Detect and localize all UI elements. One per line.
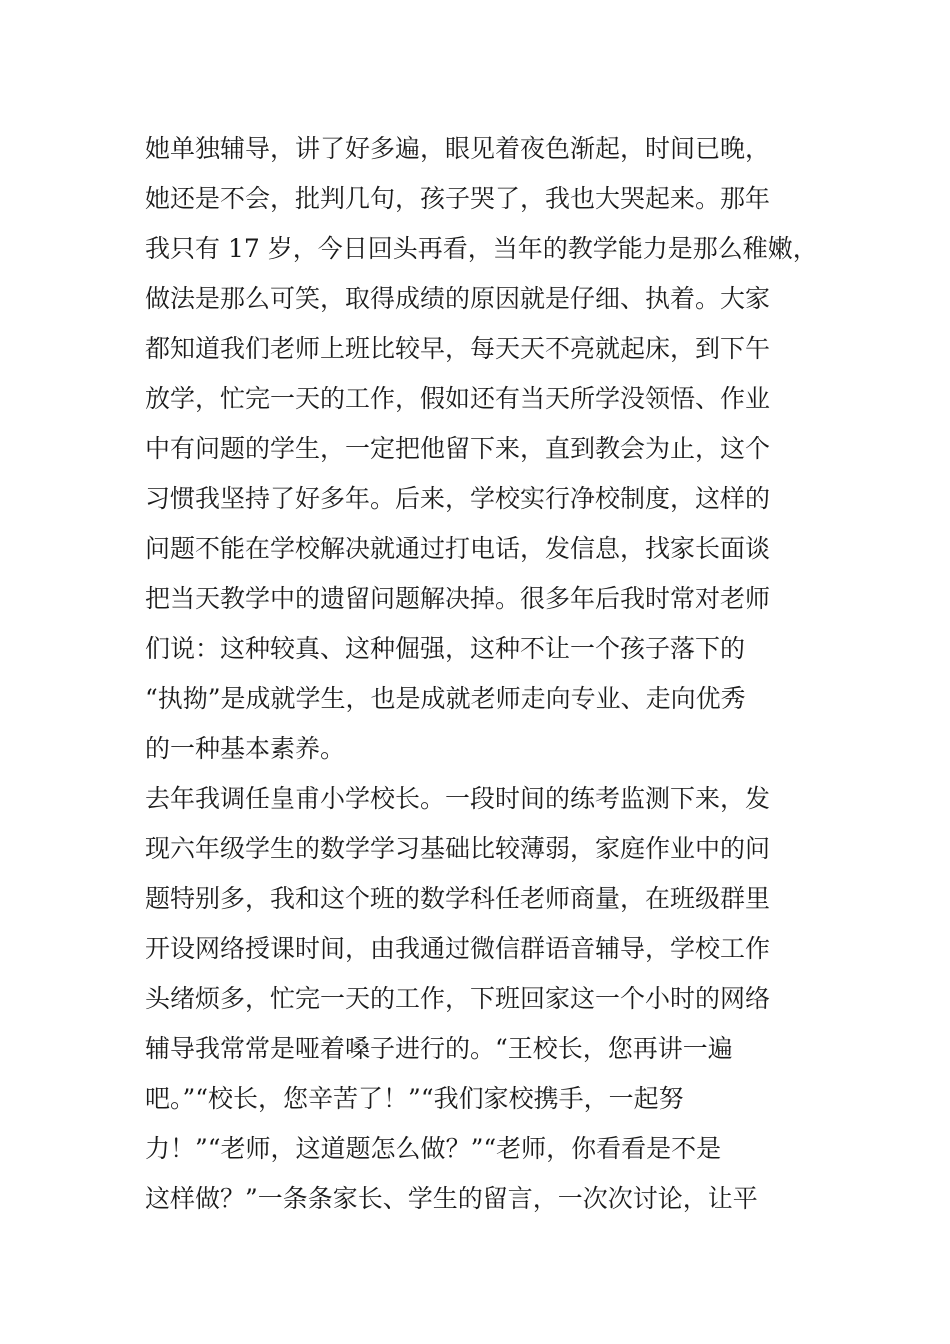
text-line: 习惯我坚持了好多年。后来，学校实行净校制度，这样的 xyxy=(145,484,771,513)
text-line: 我只有 17 岁，今日回头再看，当年的教学能力是那么稚嫩， xyxy=(145,234,818,263)
text-line: 做法是那么可笑，取得成绩的原因就是仔细、执着。大家 xyxy=(145,284,771,313)
text-line: 放学，忙完一天的工作，假如还有当天所学没领悟、作业 xyxy=(145,384,771,413)
text-line: 都知道我们老师上班比较早，每天天不亮就起床，到下午 xyxy=(145,334,771,363)
text-line: 问题不能在学校解决就通过打电话，发信息，找家长面谈 xyxy=(145,534,771,563)
text-line: 她还是不会，批判几句，孩子哭了，我也大哭起来。那年 xyxy=(145,184,771,213)
text-line: 去年我调任皇甫小学校长。一段时间的练考监测下来，发 xyxy=(145,784,771,813)
text-line: 开设网络授课时间，由我通过微信群语音辅导，学校工作 xyxy=(145,934,771,963)
text-line: 力！”“老师，这道题怎么做？”“老师，你看看是不是 xyxy=(145,1134,722,1163)
text-line: 的一种基本素养。 xyxy=(145,734,346,763)
text-line: 们说：这种较真、这种倔强，这种不让一个孩子落下的 xyxy=(145,634,746,663)
text-line: 头绪烦多，忙完一天的工作，下班回家这一个小时的网络 xyxy=(145,984,771,1013)
text-line: 现六年级学生的数学学习基础比较薄弱，家庭作业中的问 xyxy=(145,834,771,863)
text-line: 把当天教学中的遗留问题解决掉。很多年后我时常对老师 xyxy=(145,584,771,613)
text-line: 吧。”“校长，您辛苦了！”“我们家校携手，一起努 xyxy=(145,1084,684,1113)
text-line: 她单独辅导，讲了好多遍，眼见着夜色渐起，时间已晚， xyxy=(145,134,771,163)
text-line: 辅导我常常是哑着嗓子进行的。“王校长，您再讲一遍 xyxy=(145,1034,733,1063)
text-line: 这样做？”一条条家长、学生的留言，一次次讨论，让平 xyxy=(145,1184,758,1213)
text-line: 题特别多，我和这个班的数学科任老师商量，在班级群里 xyxy=(145,884,771,913)
text-line: 中有问题的学生，一定把他留下来，直到教会为止，这个 xyxy=(145,434,771,463)
text-line: “执拗”是成就学生，也是成就老师走向专业、走向优秀 xyxy=(145,684,746,713)
body-text xyxy=(145,124,835,1224)
